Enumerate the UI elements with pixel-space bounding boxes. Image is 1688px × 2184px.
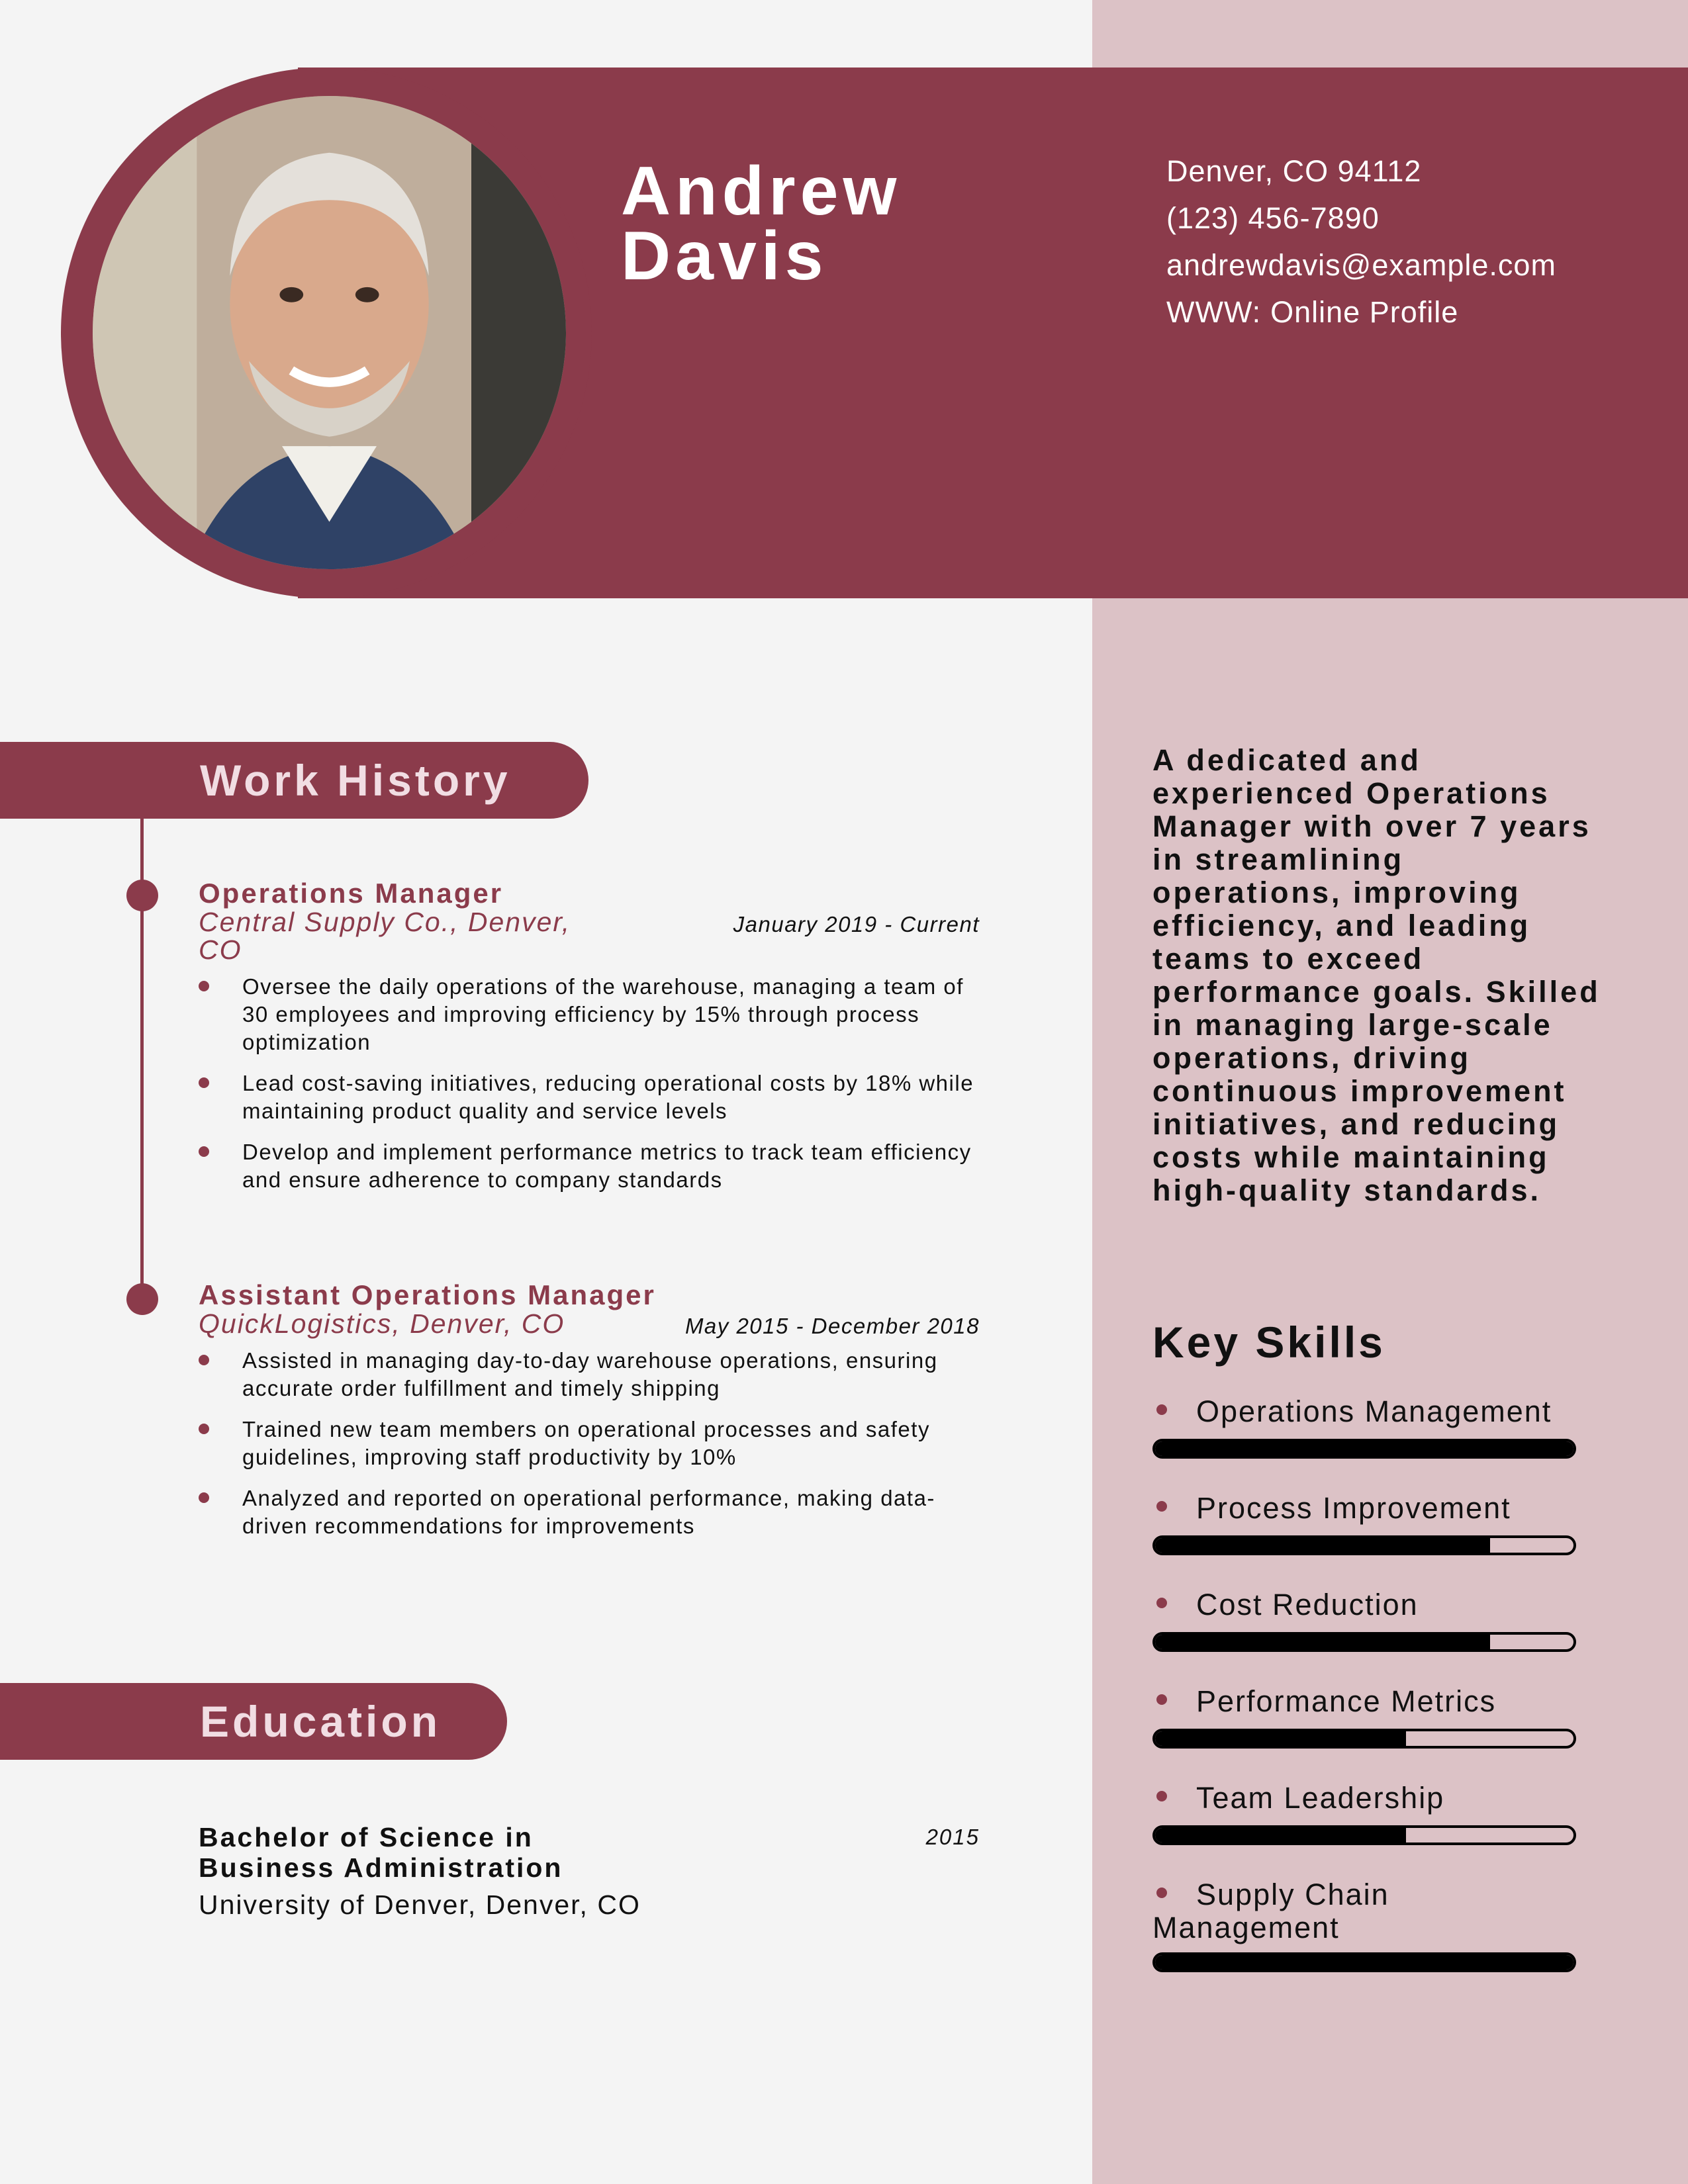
education-entry [199, 1822, 980, 1921]
skill-label: Team Leadership [1152, 1782, 1576, 1815]
skill-label: Supply Chain Management [1152, 1878, 1576, 1944]
job-company: QuickLogistics, Denver, CO [199, 1308, 565, 1339]
skill-label: Cost Reduction [1152, 1588, 1576, 1621]
contact-info [1166, 155, 1577, 343]
job-title: Operations Manager [199, 878, 504, 909]
timeline-dot [126, 1283, 158, 1315]
job-meta [199, 1310, 980, 1338]
skill-bar [1152, 1952, 1576, 1972]
skill-item [1152, 1492, 1576, 1588]
job-entry [199, 1281, 980, 1553]
job-bullet: Assisted in managing day-to-day warehouse operations, ensuring accurate order fulfillment and timely shipping [199, 1347, 980, 1402]
job-bullet: Oversee the daily operations of the warehouse, managing a team of 30 employees and improving efficiency by 15% through process optimization [199, 973, 980, 1056]
timeline-dot [126, 880, 158, 911]
portrait-photo [93, 96, 566, 569]
work-history-heading: Work History [0, 742, 588, 819]
www-label: WWW: [1166, 295, 1262, 329]
school: University of Denver, Denver, CO [199, 1889, 641, 1920]
job-bullet: Lead cost-saving initiatives, reducing operational costs by 18% while maintaining product quality and service levels [199, 1069, 980, 1125]
skill-bar [1152, 1729, 1576, 1749]
skill-item [1152, 1588, 1576, 1685]
skill-label: Performance Metrics [1152, 1685, 1576, 1718]
skill-bar-fill [1155, 1441, 1573, 1456]
job-dates: January 2019 - Current [733, 912, 980, 936]
portrait-icon [93, 96, 566, 569]
www-link[interactable]: Online Profile [1270, 295, 1459, 329]
skill-item [1152, 1782, 1576, 1878]
contact-www [1166, 296, 1577, 329]
skill-item [1152, 1395, 1576, 1492]
job-bullet: Analyzed and reported on operational performance, making data-driven recommendations for improvements [199, 1484, 980, 1540]
job-title: Assistant Operations Manager [199, 1279, 656, 1310]
last-name: Davis [621, 218, 828, 295]
degree: Bachelor of Science in Business Administration [199, 1822, 563, 1883]
key-skills-heading: Key Skills [1152, 1318, 1385, 1367]
job-company: Central Supply Co., Denver, CO [199, 907, 571, 965]
contact-email[interactable]: andrewdavis@example.com [1166, 248, 1556, 282]
skill-label: Process Improvement [1152, 1492, 1576, 1525]
job-bullets [199, 973, 980, 1194]
first-name: Andrew [621, 153, 902, 230]
skill-label: Operations Management [1152, 1395, 1576, 1428]
job-entry [199, 879, 980, 1207]
skill-bar-fill [1155, 1828, 1406, 1843]
skill-item [1152, 1878, 1576, 2004]
education-heading: Education [0, 1683, 507, 1760]
skill-item [1152, 1685, 1576, 1782]
skill-bar [1152, 1632, 1576, 1652]
skill-bar-fill [1155, 1731, 1406, 1746]
candidate-name [621, 153, 902, 295]
job-dates: May 2015 - December 2018 [684, 1314, 980, 1338]
skill-bar [1152, 1825, 1576, 1845]
skill-bar [1152, 1535, 1576, 1555]
job-bullets [199, 1347, 980, 1540]
contact-address: Denver, CO 94112 [1166, 154, 1422, 188]
job-bullet: Trained new team members on operational processes and safety guidelines, improving staff productivity by 10% [199, 1416, 980, 1471]
skill-bar-fill [1155, 1635, 1490, 1649]
contact-phone[interactable]: (123) 456-7890 [1166, 201, 1380, 235]
job-bullet: Develop and implement performance metrics to track team efficiency and ensure adherence to company standards [199, 1138, 980, 1194]
skills-list [1152, 1395, 1576, 2004]
professional-summary: A dedicated and experienced Operations Manager with over 7 years in streamlining operations, improving efficiency, and leading teams to exceed performance goals. Skilled in managing large-scale operations, driving continuous improvement initiatives, and reducing costs while maintaining high-quality standards. [1152, 743, 1601, 1207]
skill-bar-fill [1155, 1955, 1573, 1970]
graduation-year: 2015 [925, 1825, 980, 1849]
skill-bar [1152, 1439, 1576, 1459]
skill-bar-fill [1155, 1538, 1490, 1553]
job-meta [199, 908, 980, 964]
